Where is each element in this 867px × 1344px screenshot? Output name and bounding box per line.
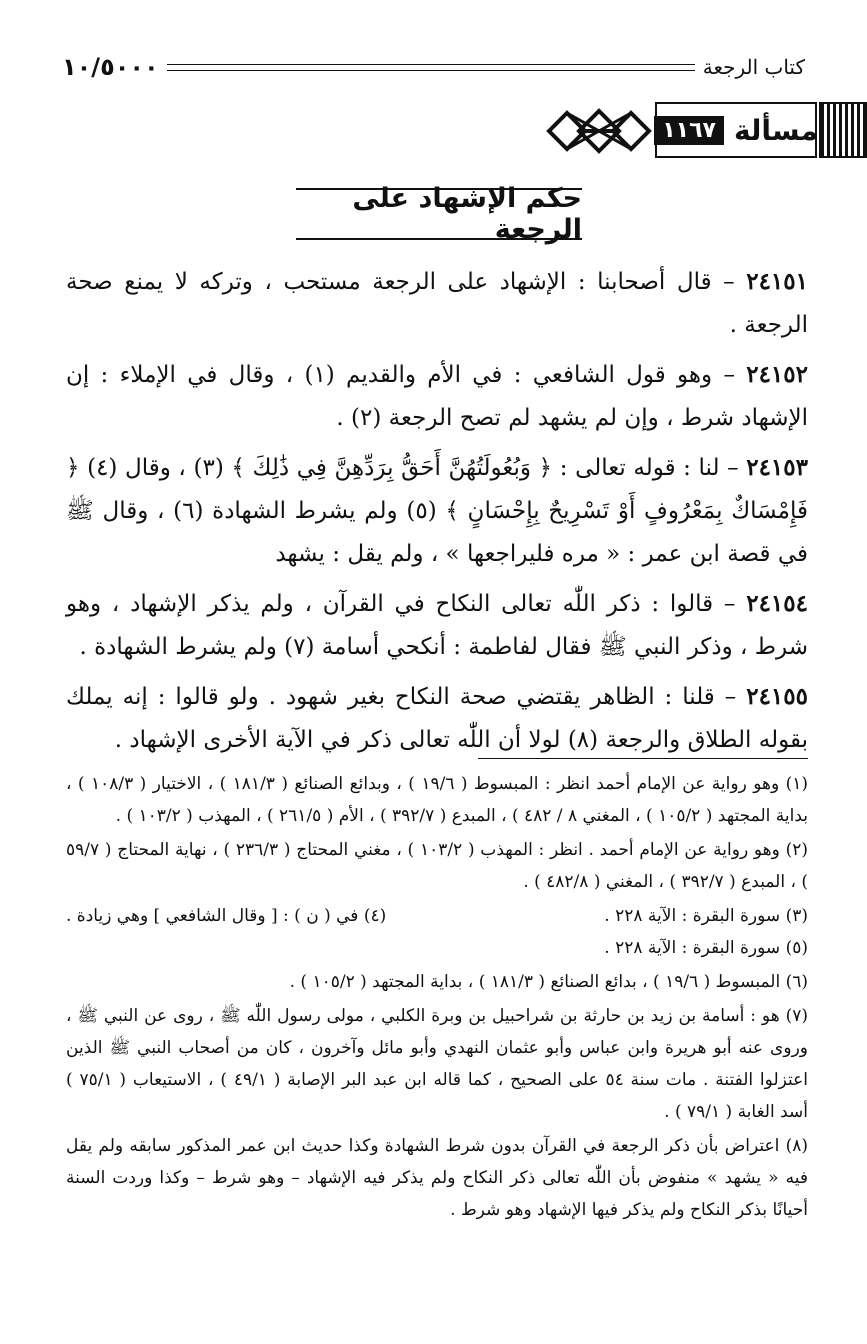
footnote-5: (٥) سورة البقرة : الآية ٢٢٨ .	[604, 938, 808, 958]
paragraph-number: ٢٤١٥١	[746, 268, 808, 295]
paragraph-text: – قلنا : الظاهر يقتضي صحة النكاح بغير شهود . ولو قالوا : إنه يملك بقوله الطلاق والرجعة (٨) لولا أن اللّٰه تعالى ذكر في الآية الأخرى الإشهاد .	[66, 684, 808, 753]
paragraph-number: ٢٤١٥٥	[746, 683, 808, 710]
footnote-4: (٤) في ( ن ) : [ وقال الشافعي ] وهي زيادة .	[66, 906, 387, 926]
section-title: حكم الإشهاد على الرجعة	[296, 188, 582, 240]
paragraph-text: – لنا : قوله تعالى : ﴿ وَبُعُولَتُهُنَّ أَحَقُّ بِرَدِّهِنَّ فِي ذَٰلِكَ ﴾ (٣) ، وقال (٤) ﴿ فَإِمْسَاكٌ بِمَعْرُوفٍ أَوْ تَسْرِيحٌ بِإِحْسَانٍ ﴾ (٥) ولم يشرط الشهادة (٦) ، وقال ﷺ في قصة ابن عمر : « مره فليراجعها » ، ولم يقل : يشهد	[66, 455, 808, 567]
knot-ornament-icon	[545, 96, 653, 166]
footnote-3: (٣) سورة البقرة : الآية ٢٢٨ .	[604, 906, 808, 926]
book-title: كتاب الرجعة	[702, 55, 805, 79]
masala-number: ١١٦٧	[654, 116, 724, 145]
paragraph	[66, 582, 808, 669]
paragraph-number: ٢٤١٥٤	[746, 590, 808, 617]
footnote-separator	[478, 758, 808, 759]
paragraph	[66, 675, 808, 762]
paragraph	[66, 260, 808, 347]
footnote-row	[66, 900, 808, 932]
footnotes	[66, 768, 808, 1228]
masala-box	[655, 102, 817, 158]
footnote-6: (٦) المبسوط ( ١٩/٦ ) ، بدائع الصنائع ( ١٨١/٣ ) ، بداية المجتهد ( ١٠٥/٢ ) .	[289, 972, 808, 992]
header-rule	[167, 64, 695, 71]
paragraph-text: – قالوا : ذكر اللّٰه تعالى النكاح في القرآن ، ولم يذكر الإشهاد ، وهو شرط ، وذكر النبي ﷺ فقال لفاطمة : أنكحي أسامة (٧) ولم يشرط الشهادة .	[66, 591, 808, 660]
footnote-1: (١) وهو رواية عن الإمام أحمد انظر : المبسوط ( ١٩/٦ ) ، وبدائع الصنائع ( ١٨١/٣ ) ، الاختيار ( ١٠٨/٣ ) ، بداية المجتهد ( ١٠٥/٢ ) ، المغني ٨ / ٤٨٢ ) ، المبدع ( ٣٩٢/٧ ) ، الأم ( ٢٦١/٥ ) ، المهذب ( ١٠٣/٢ ) .	[66, 774, 808, 826]
paragraph	[66, 446, 808, 576]
footnote-8: (٨) اعتراض بأن ذكر الرجعة في القرآن بدون شرط الشهادة وكذا حديث ابن عمر المذكور سابقه ولم يقل فيه « يشهد » منفوض بأن اللّٰه تعالى ذكر النكاح ولم يذكر فيه الإشهاد – وهو شرط – وكذا وردت السنة أحيانًا بذكر النكاح ولم يذكر فيها الإشهاد وهو شرط .	[66, 1136, 808, 1220]
paragraph-text: – وهو قول الشافعي : في الأم والقديم (١) ، وقال في الإملاء : إن الإشهاد شرط ، وإن لم يشهد لم تصح الرجعة (٢) .	[66, 362, 808, 431]
paragraph-number: ٢٤١٥٣	[746, 454, 808, 481]
footnote-7: (٧) هو : أسامة بن زيد بن حارثة بن شراحبيل بن وبرة الكلبي ، مولى رسول اللّٰه ﷺ ، روى عن النبي ﷺ ، وروى عنه أبو هريرة وابن عباس وأبو عثمان النهدي وأبو مائل وآخرون ، كان من أصحاب النبي ﷺ الذين اعتزلوا الفتنة . مات سنة ٥٤ على الصحيح ، كما قاله ابن عبد البر الإصابة ( ٤٩/١ ) ، الاستيعاب ( ٧٥/١ ) أسد الغابة ( ٧٩/١ ) .	[66, 1006, 808, 1122]
masala-label: مسألة	[733, 113, 818, 147]
paragraph-text: – قال أصحابنا : الإشهاد على الرجعة مستحب ، وتركه لا يمنع صحة الرجعة .	[66, 269, 808, 338]
masala-banner	[545, 96, 867, 166]
page-reference: ١٠/٥٠٠٠	[62, 53, 159, 81]
main-text	[66, 260, 808, 768]
paragraph	[66, 353, 808, 440]
paragraph-number: ٢٤١٥٢	[746, 361, 808, 388]
striped-ornament	[819, 102, 867, 158]
running-header	[62, 52, 805, 82]
footnote-2: (٢) وهو رواية عن الإمام أحمد . انظر : المهذب ( ١٠٣/٢ ) ، مغني المحتاج ( ٢٣٦/٣ ) ، نهاية المحتاج ( ٥٩/٧ ) ، المبدع ( ٣٩٢/٧ ) ، المغني ( ٤٨٢/٨ ) .	[66, 840, 808, 892]
